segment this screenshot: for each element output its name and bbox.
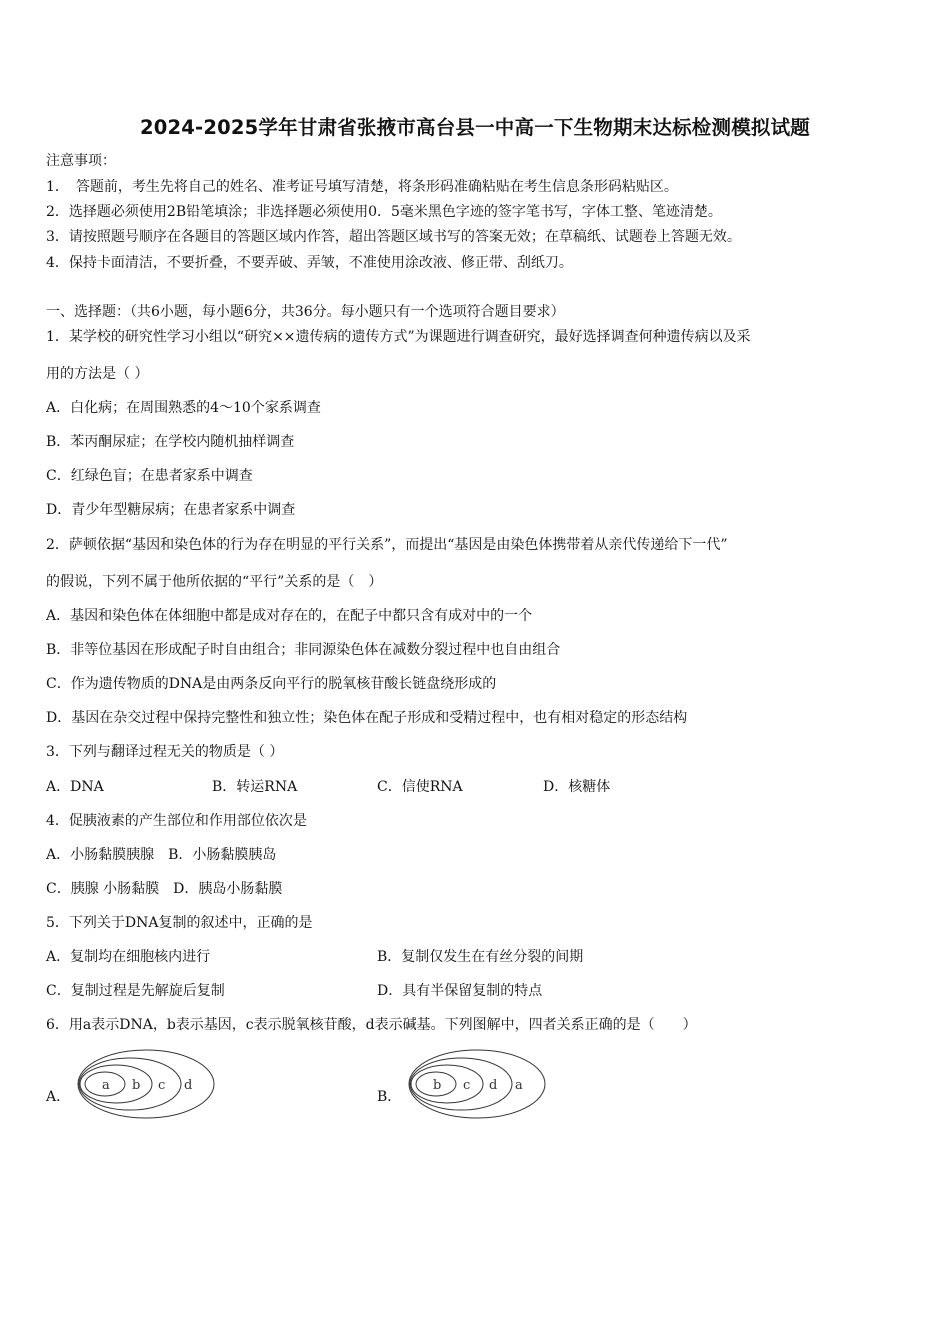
question-5-option-c[interactable]: C．复制过程是先解旋后复制 (46, 983, 225, 999)
notice-heading: 注意事项： (46, 153, 116, 169)
notice-item: 1． 答题前，考生先将自己的姓名、准考证号填写清楚，将条形码准确粘贴在考生信息条形码粘贴区。 (46, 179, 678, 195)
question-5-stem: 5．下列关于DNA复制的叙述中，正确的是 (46, 915, 313, 931)
notice-item: 4．保持卡面清洁，不要折叠，不要弄破、弄皱，不准使用涂改液、修正带、刮纸刀。 (46, 255, 573, 271)
notice-item: 3．请按照题号顺序在各题目的答题区域内作答，超出答题区域书写的答案无效；在草稿纸、试题卷上答题无效。 (46, 229, 741, 245)
question-3-option-d[interactable]: D．核糖体 (543, 779, 611, 795)
question-5-option-d[interactable]: D．具有半保留复制的特点 (377, 983, 543, 999)
diagram-b-label: b (433, 1078, 442, 1093)
ellipse-second (411, 1065, 483, 1103)
diagram-a-label: a (102, 1078, 110, 1093)
diagram-b-label: d (489, 1078, 498, 1093)
diagram-a-label: b (132, 1078, 141, 1093)
section-heading: 一、选择题：（共6小题，每小题6分，共36分。每小题只有一个选项符合题目要求） (46, 304, 565, 320)
diagram-b-label: a (515, 1078, 523, 1093)
question-6-option-b-label[interactable]: B． (377, 1089, 402, 1105)
diagram-b-label: c (463, 1078, 471, 1093)
diagram-a-label: d (184, 1078, 193, 1093)
question-3-option-c[interactable]: C．信使RNA (377, 779, 463, 795)
question-6-diagram-a (72, 1044, 220, 1124)
question-1-option-c[interactable]: C．红绿色盲；在患者家系中调查 (46, 468, 253, 484)
question-1-stem: 1．某学校的研究性学习小组以“研究××遗传病的遗传方式”为课题进行调查研究，最好选择调查何种遗传病以及采 (46, 329, 751, 345)
question-2-stem: 2．萨顿依据“基因和染色体的行为存在明显的平行关系”，而提出“基因是由染色体携带着从亲代传递给下一代” (46, 537, 728, 553)
question-1-option-d[interactable]: D．青少年型糖尿病；在患者家系中调查 (46, 502, 296, 518)
question-6-stem: 6．用a表示DNA，b表示基因，c表示脱氧核苷酸，d表示碱基。下列图解中，四者关系正确的是（ ） (46, 1017, 697, 1033)
question-5-option-a[interactable]: A．复制均在细胞核内进行 (46, 949, 211, 965)
ellipse-outer (409, 1050, 545, 1118)
ellipse-third (79, 1058, 181, 1110)
question-1-option-a[interactable]: A．白化病；在周围熟悉的4～10个家系调查 (46, 400, 321, 416)
question-2-stem-cont: 的假说，下列不属于他所依据的“平行”关系的是（ ） (46, 574, 383, 590)
question-1-option-b[interactable]: B．苯丙酮尿症；在学校内随机抽样调查 (46, 434, 295, 450)
ellipse-second (80, 1065, 152, 1103)
ellipse-outer (78, 1050, 214, 1118)
question-2-option-a[interactable]: A．基因和染色体在体细胞中都是成对存在的，在配子中都只含有成对中的一个 (46, 608, 533, 624)
question-3-stem: 3．下列与翻译过程无关的物质是（ ） (46, 744, 284, 760)
question-2-option-c[interactable]: C．作为遗传物质的DNA是由两条反向平行的脱氧核苷酸长链盘绕形成的 (46, 676, 497, 692)
question-3-option-b[interactable]: B．转运RNA (212, 779, 298, 795)
notice-item: 2．选择题必须使用2B铅笔填涂；非选择题必须使用0．5毫米黑色字迹的签字笔书写，字体工整、笔迹清楚。 (46, 204, 722, 220)
page-title: 2024-2025学年甘肃省张掖市高台县一中高一下生物期末达标检测模拟试题 (139, 116, 811, 139)
question-4-stem: 4．促胰液素的产生部位和作用部位依次是 (46, 813, 307, 829)
diagram-a-label: c (158, 1078, 166, 1093)
question-4-options-ab[interactable]: A．小肠黏膜胰腺 B．小肠黏膜胰岛 (46, 847, 277, 863)
question-2-option-d[interactable]: D．基因在杂交过程中保持完整性和独立性；染色体在配子形成和受精过程中，也有相对稳定的形态结构 (46, 710, 688, 726)
question-6-diagram-b (403, 1044, 551, 1124)
question-3-option-a[interactable]: A．DNA (46, 779, 104, 795)
question-1-stem-cont: 用的方法是（ ） (46, 366, 149, 382)
question-5-option-b[interactable]: B．复制仅发生在有丝分裂的间期 (377, 949, 584, 965)
question-4-options-cd[interactable]: C．胰腺 小肠黏膜 D．胰岛小肠黏膜 (46, 881, 283, 897)
question-6-option-a-label[interactable]: A． (46, 1089, 71, 1105)
question-2-option-b[interactable]: B．非等位基因在形成配子时自由组合；非同源染色体在减数分裂过程中也自由组合 (46, 642, 561, 658)
